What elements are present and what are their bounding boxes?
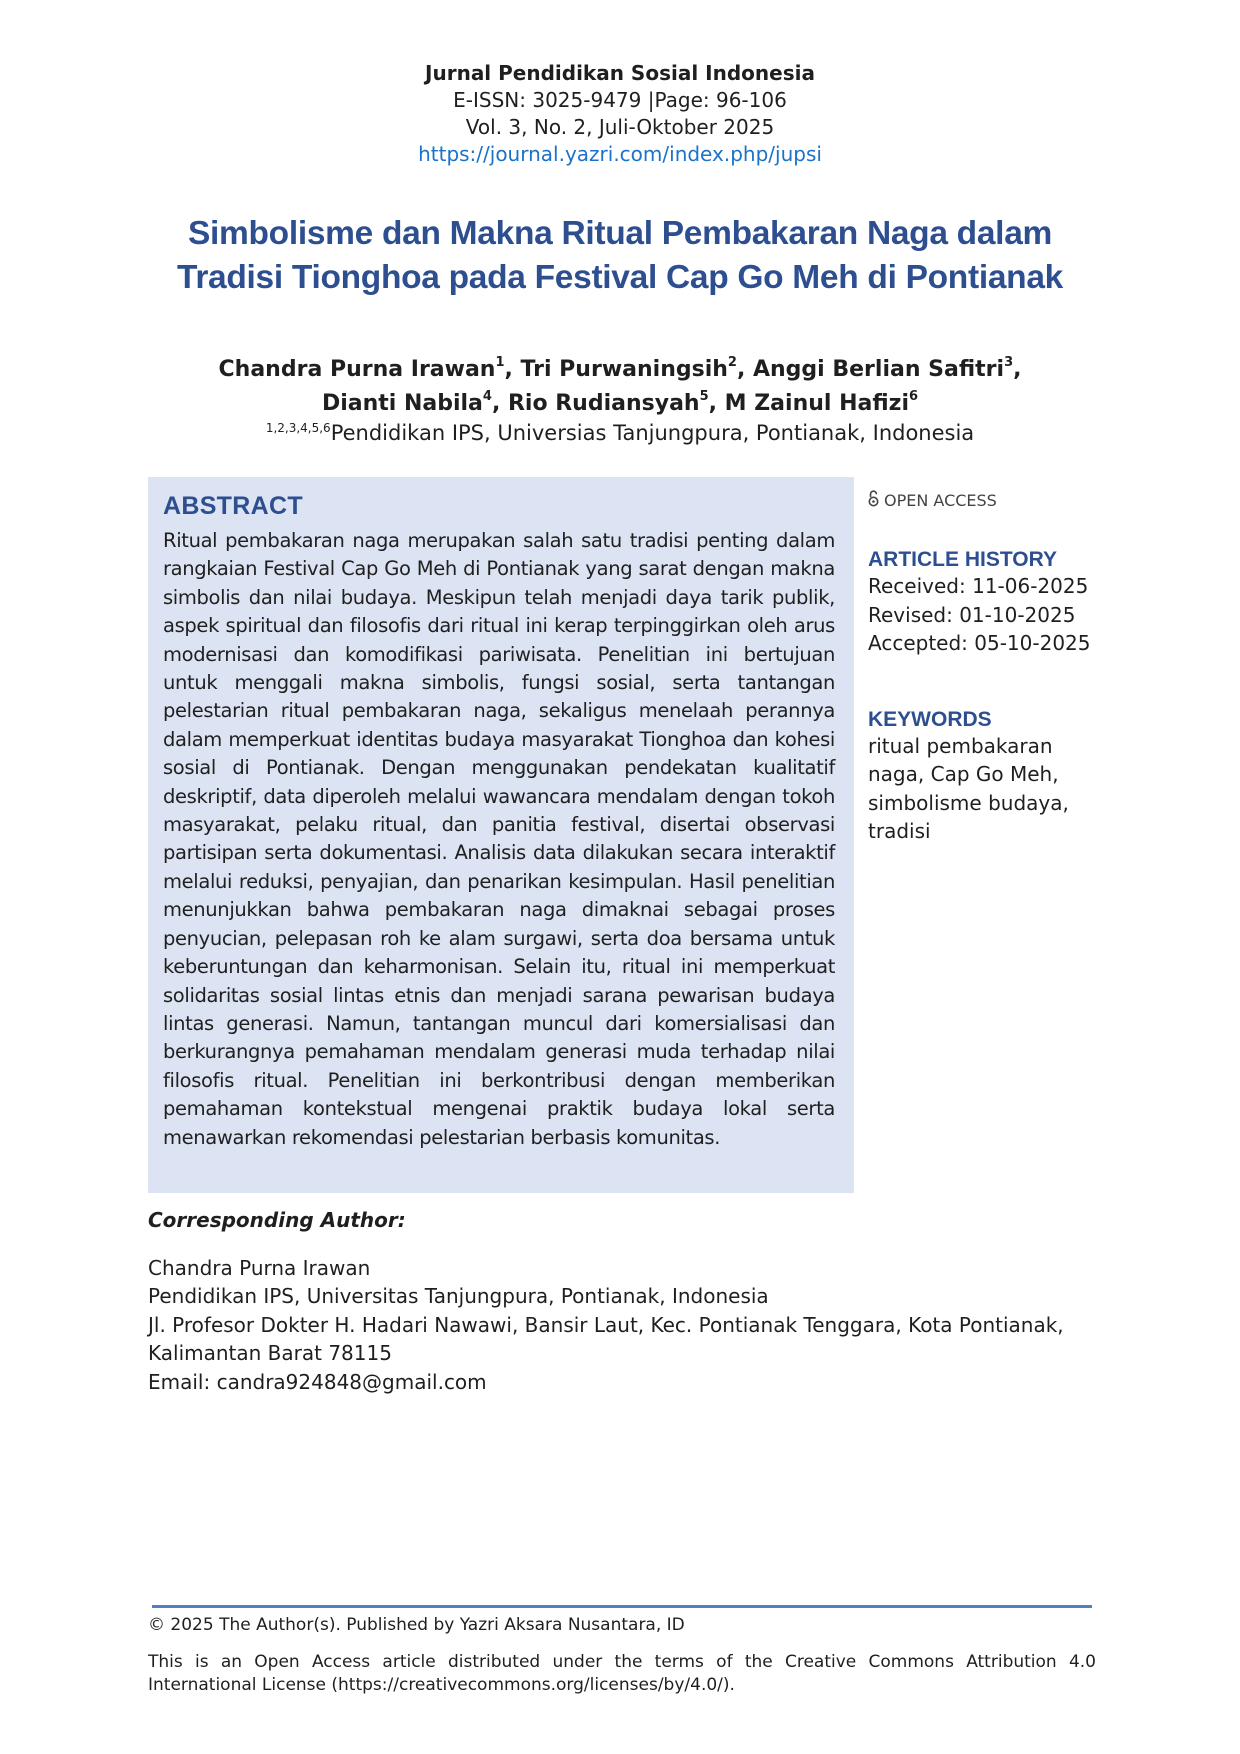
author-separator: , xyxy=(736,357,753,382)
article-title xyxy=(100,212,1140,300)
abstract-text: Ritual pembakaran naga merupakan salah satu tradisi penting dalam rangkaian Festival Cap Go Meh di Pontianak yang sarat dengan makna simbolis dan nilai budaya. Meskipun telah menjadi daya tarik publik, aspek spiritual dan filosofis dari ritual ini kerap terpinggirkan oleh arus modernisasi dan komodifikasi pariwisata. Penelitian ini bertujuan untuk menggali makna simbolis, fungsi sosial, serta tantangan pelestarian ritual pembakaran naga, sekaligus menelaah perannya dalam memperkuat identitas budaya masyarakat Tionghoa dan kohesi sosial di Pontianak. Dengan menggunakan pendekatan kualitatif deskriptif, data diperoleh melalui wawancara mendalam dengan tokoh masyarakat, pelaku ritual, dan panitia festival, disertai observasi partisipan serta dokumentasi. Analisis data dilakukan secara interaktif melalui reduksi, penyajian, dan penarikan kesimpulan. Hasil penelitian menunjukkan bahwa pembakaran naga dimaknai sebagai proses penyucian, pelepasan roh ke alam surgawi, serta doa bersama untuk keberuntungan dan keharmonisan. Selain itu, ritual ini memperkuat solidaritas sosial lintas etnis dan menjadi sarana pewarisan budaya lintas generasi. Namun, tantangan muncul dari komersialisasi dan berkurangnya pemahaman mendalam generasi muda terhadap nilai filosofis ritual. Penelitian ini berkontribusi dengan memberikan pemahaman kontekstual mengenai praktik budaya lokal serta menawarkan rekomendasi pelestarian berbasis komunitas. xyxy=(163,529,835,1149)
article-history-heading: ARTICLE HISTORY xyxy=(868,548,1058,571)
footer-divider xyxy=(152,1605,1092,1608)
journal-url-link[interactable]: https://journal.yazri.com/index.php/jupsi xyxy=(418,142,822,166)
keywords-line: ritual pembakaran xyxy=(868,733,1053,758)
corresponding-author-address: Jl. Profesor Dokter H. Hadari Nawawi, Bansir Laut, Kec. Pontianak Tenggara, Kota Pontianak, xyxy=(148,1312,1064,1337)
abstract-heading: ABSTRACT xyxy=(163,492,303,520)
keywords-line: simbolisme budaya, xyxy=(868,790,1069,815)
open-lock-icon xyxy=(868,490,879,511)
affiliation xyxy=(100,419,1140,447)
license-notice: This is an Open Access article distributed under the terms of the Creative Commons Attribution 4.0 International License (https://creativecommons.org/licenses/by/4.0/). xyxy=(148,1652,1096,1695)
author-separator: , xyxy=(504,357,521,382)
author-name: Rio Rudiansyah xyxy=(507,391,700,416)
journal-header xyxy=(0,60,1240,168)
open-access-badge xyxy=(868,490,1108,511)
article-title-line-2: Tradisi Tionghoa pada Festival Cap Go Meh di Pontianak xyxy=(177,259,1063,296)
author-sup: 5 xyxy=(699,388,709,404)
author-separator: , xyxy=(708,391,725,416)
author-name: Tri Purwaningsih xyxy=(520,357,728,382)
author-separator: , xyxy=(1013,357,1022,382)
journal-name: Jurnal Pendidikan Sosial Indonesia xyxy=(425,61,815,85)
author-sup: 2 xyxy=(727,354,737,370)
page-footer xyxy=(148,1614,1096,1697)
copyright-notice: © 2025 The Author(s). Published by Yazri Aksara Nusantara, ID xyxy=(148,1615,685,1635)
author-sup: 6 xyxy=(909,388,919,404)
author-sup: 3 xyxy=(1004,354,1014,370)
corresponding-author-label: Corresponding Author: xyxy=(148,1208,406,1232)
received-date: Received: 11-06-2025 xyxy=(868,574,1089,598)
corresponding-author-affiliation: Pendidikan IPS, Universitas Tanjungpura, Pontianak, Indonesia xyxy=(148,1284,769,1309)
author-sup: 4 xyxy=(482,388,492,404)
keywords-line: tradisi xyxy=(868,819,931,843)
author-name: Anggi Berlian Safitri xyxy=(752,357,1005,382)
corresponding-author-name: Chandra Purna Irawan xyxy=(148,1256,371,1280)
author-line-2 xyxy=(100,387,1140,421)
journal-issn: E-ISSN: 3025-9479 |Page: 96-106 xyxy=(453,88,787,112)
affiliation-sup: 1,2,3,4,5,6 xyxy=(265,421,331,435)
accepted-date: Accepted: 05-10-2025 xyxy=(868,631,1091,655)
journal-volume: Vol. 3, No. 2, Juli-Oktober 2025 xyxy=(465,115,775,139)
author-list xyxy=(100,353,1140,421)
corresponding-author xyxy=(148,1206,1108,1396)
affiliation-text: Pendidikan IPS, Universias Tanjungpura, Pontianak, Indonesia xyxy=(330,421,975,445)
revised-date: Revised: 01-10-2025 xyxy=(868,602,1076,627)
author-line-1 xyxy=(100,353,1140,387)
corresponding-author-email: Email: candra924848@gmail.com xyxy=(148,1369,487,1394)
author-name: M Zainul Hafizi xyxy=(724,391,909,416)
author-separator: , xyxy=(491,391,508,416)
keywords-heading: KEYWORDS xyxy=(868,707,992,731)
abstract-box xyxy=(148,477,854,1193)
author-name: Dianti Nabila xyxy=(321,391,483,416)
author-sup: 1 xyxy=(495,354,505,370)
corresponding-author-address-cont: Kalimantan Barat 78115 xyxy=(148,1341,392,1366)
article-title-line-1: Simbolisme dan Makna Ritual Pembakaran Naga dalam xyxy=(187,215,1053,252)
keywords-line: naga, Cap Go Meh, xyxy=(868,762,1059,786)
article-sidebar xyxy=(868,490,1108,846)
author-name: Chandra Purna Irawan xyxy=(218,357,496,382)
corresponding-author-details xyxy=(148,1254,1108,1396)
open-access-label: OPEN ACCESS xyxy=(884,491,997,510)
